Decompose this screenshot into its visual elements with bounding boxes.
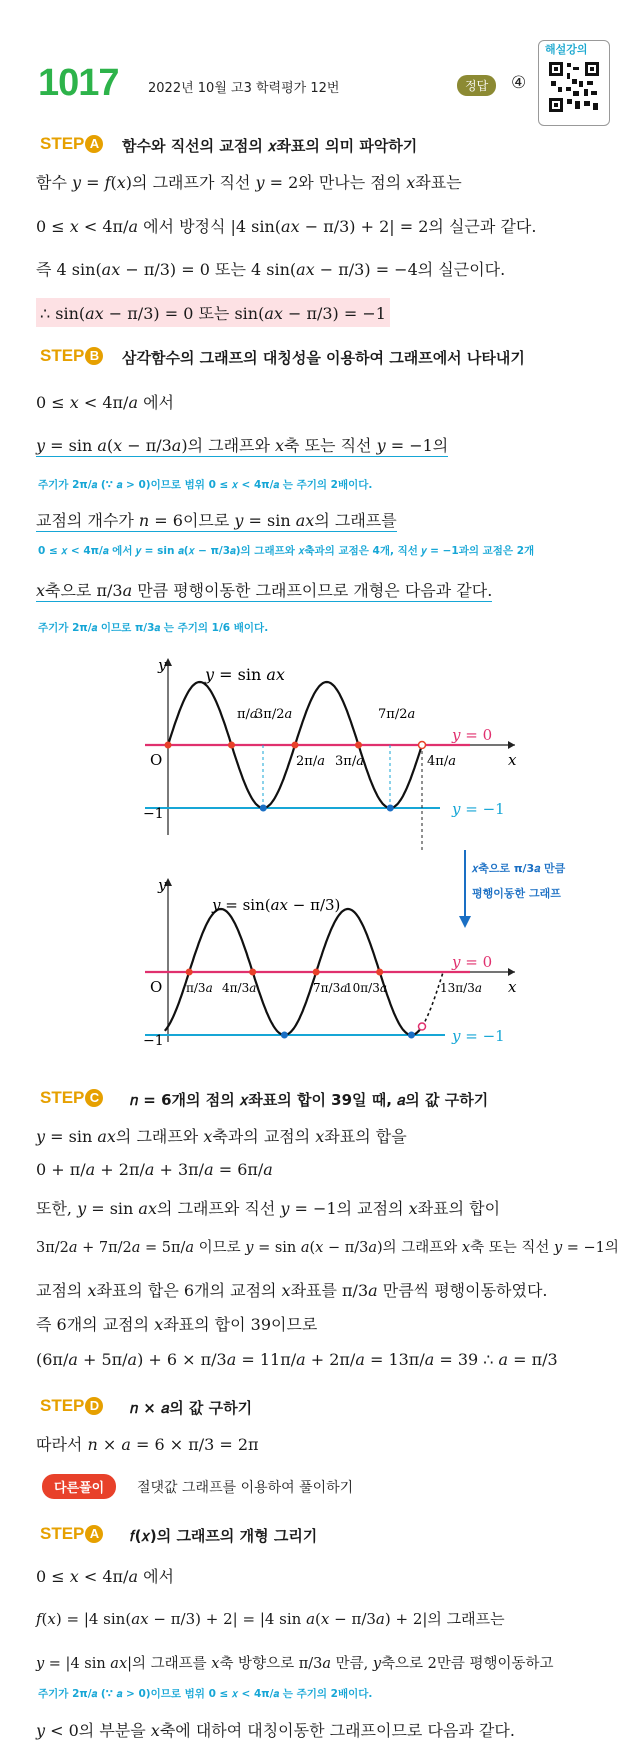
minimum-point: [387, 805, 394, 812]
curve-title: 𝑦 = sin 𝑎𝑥: [205, 665, 285, 684]
shift-note: 평행이동한 그래프: [472, 887, 561, 900]
alt-solution-title: 절댓값 그래프를 이용하여 풀이하기: [137, 1480, 354, 1496]
y0-label: 𝑦 = 0: [452, 726, 493, 744]
note: 주기가 2π/𝑎 이므로 π/3𝑎 는 주기의 1/6 배이다.: [38, 622, 269, 634]
open-endpoint: [419, 1023, 426, 1030]
problem-number: 1017: [38, 62, 119, 104]
y0-label: 𝑦 = 0: [452, 953, 493, 971]
intersection-point: [165, 742, 172, 749]
tick-label: 2π/𝑎: [296, 754, 325, 769]
text-line: 또한, 𝑦 = sin 𝑎𝑥의 그래프와 직선 𝑦 = −1의 교점의 𝑥좌표의 합이: [36, 1199, 501, 1218]
step-a2-tag: STEP A: [40, 1524, 103, 1544]
text-line: 𝑦 = |4 sin 𝑎𝑥|의 그래프를 𝑥축 방향으로 π/3𝑎 만큼, 𝑦축으로 2만큼 평행이동하고: [36, 1656, 554, 1672]
shift-note: 𝑥축으로 π/3𝑎 만큼: [472, 862, 566, 875]
intersection-point: [249, 969, 256, 976]
text-line: 교점의 개수가 𝑛 = 6이므로 𝑦 = sin 𝑎𝑥의 그래프를: [36, 508, 397, 532]
step-b-tag: STEP B: [40, 346, 103, 366]
text-line: 함수 𝑦 = 𝑓(𝑥)의 그래프가 직선 𝑦 = 2와 만나는 점의 𝑥좌표는: [36, 173, 462, 192]
graph-sin-ax: [0, 650, 623, 850]
note: 주기가 2π/𝑎 (∵ 𝑎 > 0)이므로 범위 0 ≤ 𝑥 < 4π/𝑎 는 주기의 2배이다.: [38, 1688, 373, 1700]
minimum-point: [260, 805, 267, 812]
text-line: 3π/2𝑎 + 7π/2𝑎 = 5π/𝑎 이므로 𝑦 = sin 𝑎(𝑥 − π/3𝑎)의 그래프와 𝑥축 또는 직선 𝑦 = −1의: [36, 1240, 619, 1256]
text-line: 즉 6개의 교점의 𝑥좌표의 합이 39이므로: [36, 1315, 318, 1334]
origin-label: O: [150, 978, 163, 996]
text-line: 교점의 𝑥좌표의 합은 6개의 교점의 𝑥좌표를 π/3𝑎 만큼씩 평행이동하였다.: [36, 1281, 548, 1300]
graph-shifted: [0, 870, 623, 1050]
origin-label: O: [150, 751, 163, 769]
text-line: 즉 4 sin(𝑎𝑥 − π/3) = 0 또는 4 sin(𝑎𝑥 − π/3) = −4의 실근이다.: [36, 260, 506, 279]
step-a-tag: STEP A: [40, 134, 103, 154]
step-a2-title: 𝑓(𝑥)의 그래프의 개형 그리기: [130, 1527, 318, 1545]
alt-solution-badge: 다른풀이: [42, 1474, 116, 1499]
ym1-label: 𝑦 = −1: [452, 800, 505, 818]
text-line: 𝑦 = sin 𝑎(𝑥 − π/3𝑎)의 그래프와 𝑥축 또는 직선 𝑦 = −1의: [36, 433, 448, 457]
note: 0 ≤ 𝑥 < 4π/𝑎 에서 𝑦 = sin 𝑎(𝑥 − π/3𝑎)의 그래프와 𝑥축과의 교점은 4개, 직선 𝑦 = −1과의 교점은 2개: [38, 545, 535, 557]
minimum-point: [408, 1032, 415, 1039]
step-d-title: 𝑛 × 𝑎의 값 구하기: [130, 1399, 253, 1417]
step-a-title: 함수와 직선의 교점의 𝑥좌표의 의미 파악하기: [122, 137, 418, 155]
x-axis-label: 𝑥: [508, 751, 517, 769]
tick-label: 10π/3𝑎: [345, 981, 387, 995]
tick-label: 7π/2𝑎: [378, 707, 416, 722]
highlight-line: ∴ sin(𝑎𝑥 − π/3) = 0 또는 sin(𝑎𝑥 − π/3) = −1: [36, 298, 390, 327]
qr-label: 해설강의: [545, 43, 588, 56]
text-line: 0 ≤ 𝑥 < 4π/𝑎 에서: [36, 393, 174, 412]
tick-label: 13π/3𝑎: [440, 981, 482, 995]
intersection-point: [292, 742, 299, 749]
intersection-point: [186, 969, 193, 976]
text-line: 따라서 𝑛 × 𝑎 = 6 × π/3 = 2π: [36, 1435, 259, 1454]
exam-source: 2022년 10월 고3 학력평가 12번: [148, 81, 340, 96]
intersection-point: [355, 742, 362, 749]
answer-badge: 정답: [457, 75, 496, 96]
text-line: 𝑦 < 0의 부분을 𝑥축에 대하여 대칭이동한 그래프이므로 다음과 같다.: [36, 1721, 515, 1740]
step-b-title: 삼각함수의 그래프의 대칭성을 이용하여 그래프에서 나타내기: [122, 349, 525, 367]
tick-label: π/3𝑎: [186, 981, 213, 995]
text-line: 0 + π/𝑎 + 2π/𝑎 + 3π/𝑎 = 6π/𝑎: [36, 1160, 273, 1179]
neg-one-label: −1: [143, 1033, 164, 1049]
text-line: 𝑓(𝑥) = |4 sin(𝑎𝑥 − π/3) + 2| = |4 sin 𝑎(𝑥 − π/3𝑎) + 2|의 그래프는: [36, 1610, 505, 1628]
step-c-tag: STEP C: [40, 1088, 103, 1108]
tick-label: 4π/3𝑎: [222, 981, 257, 995]
y-axis-label: 𝑦: [158, 656, 167, 674]
open-endpoint: [419, 742, 426, 749]
text-line: (6π/𝑎 + 5π/𝑎) + 6 × π/3𝑎 = 11π/𝑎 + 2π/𝑎 = 13π/𝑎 = 39 ∴ 𝑎 = π/3: [36, 1350, 558, 1369]
text-line: 0 ≤ 𝑥 < 4π/𝑎 에서: [36, 1567, 174, 1586]
ym1-label: 𝑦 = −1: [452, 1027, 505, 1045]
text-line: 𝑦 = sin 𝑎𝑥의 그래프와 𝑥축과의 교점의 𝑥좌표의 합을: [36, 1127, 407, 1146]
text-line: 𝑥축으로 π/3𝑎 만큼 평행이동한 그래프이므로 개형은 다음과 같다.: [36, 578, 492, 602]
tick-label: 7π/3𝑎: [313, 981, 348, 995]
text-line: 0 ≤ 𝑥 < 4π/𝑎 에서 방정식 |4 sin(𝑎𝑥 − π/3) + 2| = 2의 실근과 같다.: [36, 217, 537, 236]
tick-label: 3π/2𝑎: [255, 707, 293, 722]
note: 주기가 2π/𝑎 (∵ 𝑎 > 0)이므로 범위 0 ≤ 𝑥 < 4π/𝑎 는 주기의 2배이다.: [38, 479, 373, 491]
tick-label: π/𝑎: [237, 707, 258, 722]
intersection-point: [376, 969, 383, 976]
step-d-tag: STEP D: [40, 1396, 103, 1416]
minimum-point: [281, 1032, 288, 1039]
curve-title: 𝑦 = sin(𝑎𝑥 − π/3): [212, 896, 341, 914]
y-axis-label: 𝑦: [158, 876, 167, 894]
intersection-point: [228, 742, 235, 749]
step-c-title: 𝑛 = 6개의 점의 𝑥좌표의 합이 39일 때, 𝑎의 값 구하기: [130, 1091, 489, 1109]
answer-value: ④: [511, 73, 527, 93]
intersection-point: [313, 969, 320, 976]
tick-label: 3π/𝑎: [335, 754, 364, 769]
tick-label: 4π/𝑎: [427, 754, 456, 769]
neg-one-label: −1: [143, 806, 164, 822]
x-axis-label: 𝑥: [508, 978, 517, 996]
